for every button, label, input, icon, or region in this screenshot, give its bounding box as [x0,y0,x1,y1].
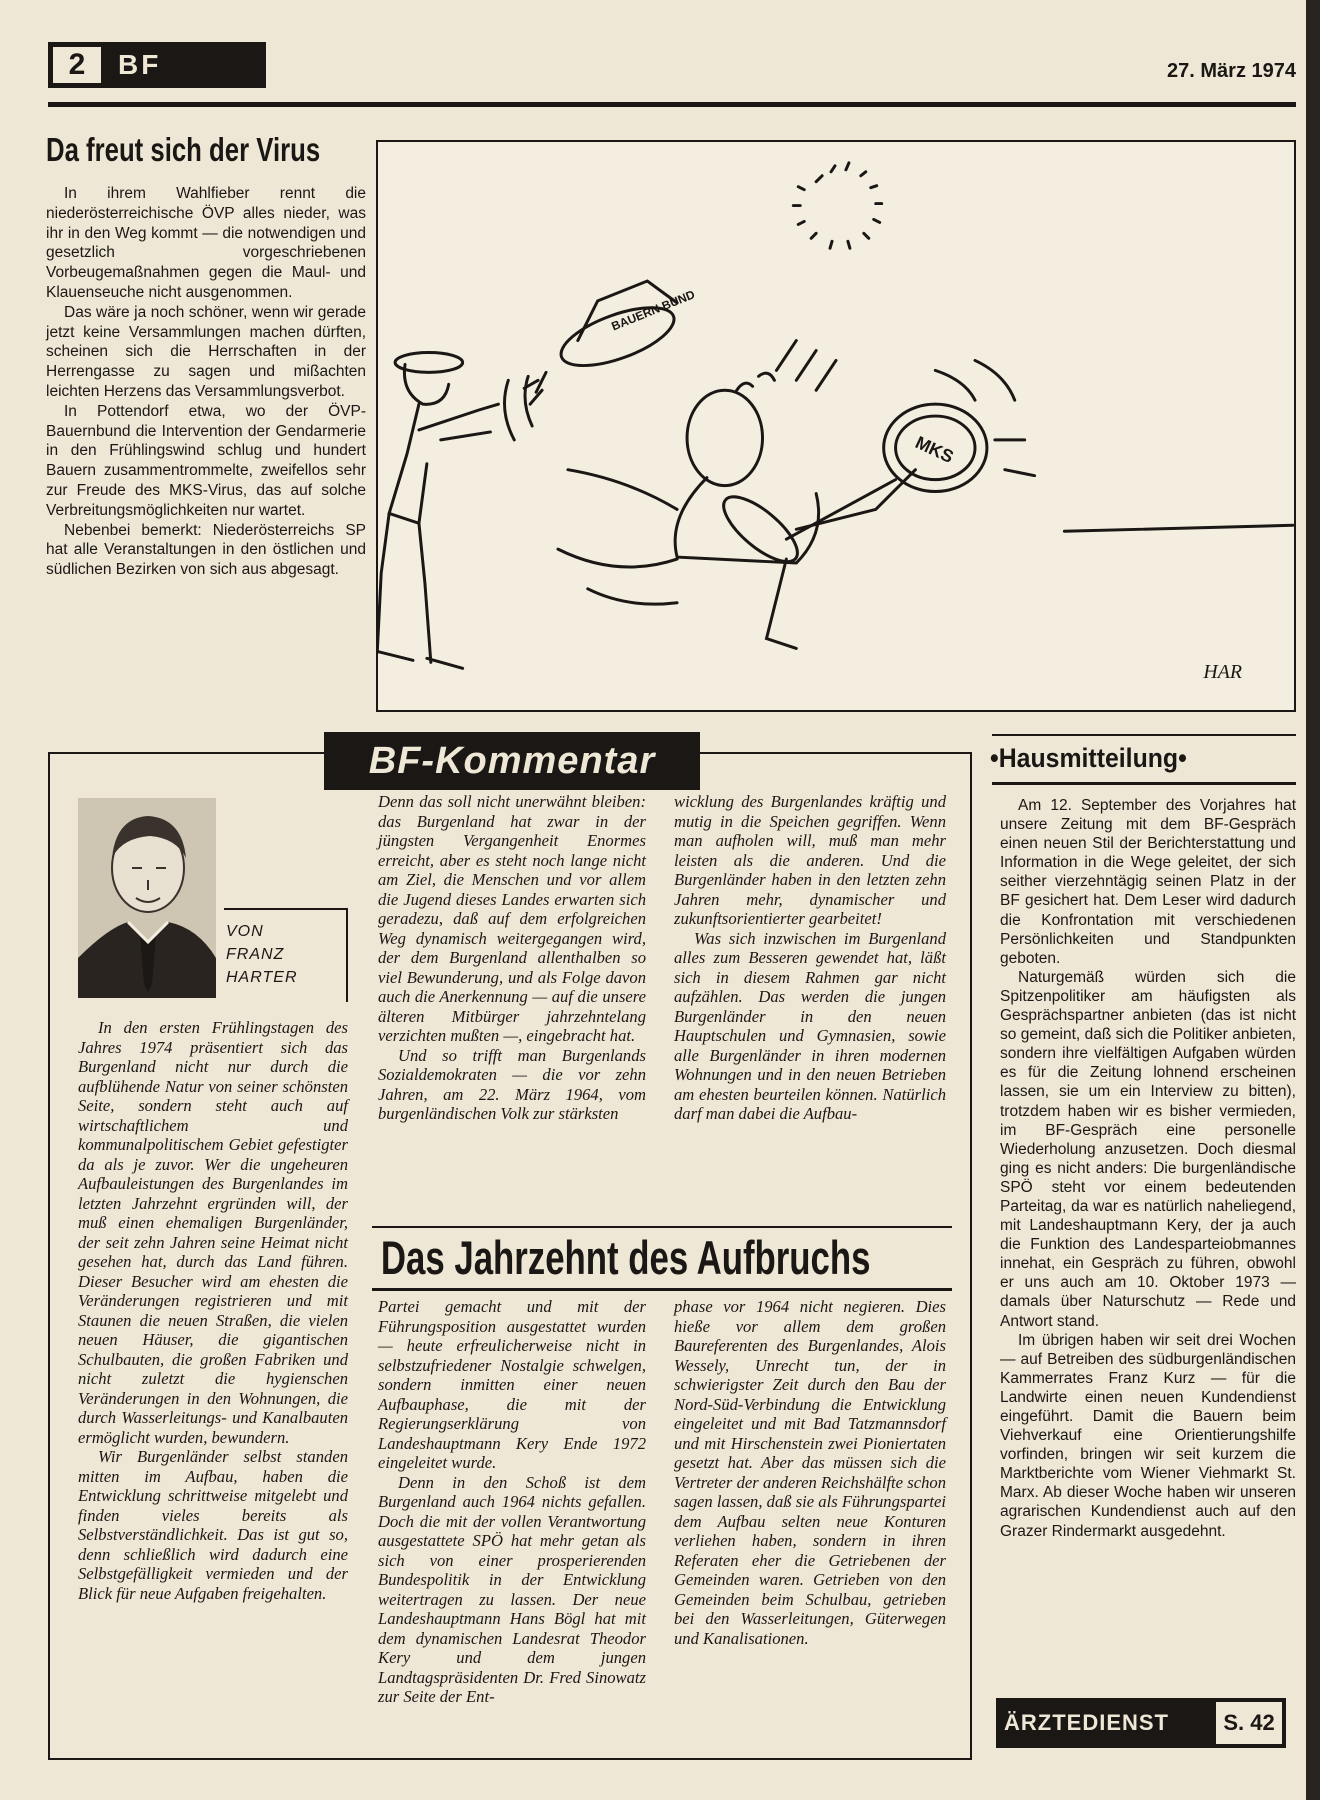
kommentar-title: BF-Kommentar [324,732,700,790]
haus-top-rule [992,734,1296,736]
virus-paragraph: In ihrem Wahlfieber rennt die niederösterreichische ÖVP alles nieder, was ihr in den Weg kommt — die notwendigen und gesetzlich vorgeschriebenen Vorbeugemaßnahmen gegen die Maul- und Klauenseuche nicht ausgenommen. [46,185,366,301]
mks-sign [714,404,987,572]
gendarme-figure [378,353,498,669]
kommentar-column-1 [78,1018,348,1603]
virus-paragraph: Nebenbei bemerkt: Niederösterreichs SP hat alle Veranstaltungen in den östlichen und südlichen Bezirken von sich aus abgesagt. [46,521,366,579]
page-number: 2 [50,44,104,86]
author-byline [224,908,348,1002]
running-politician [558,373,915,648]
haus-article [1000,796,1296,1541]
kommentar-column-3 [674,792,946,1124]
byline-line: FRANZ [226,946,285,963]
kommentar-paragraph: wicklung des Burgenlandes kräftig und mutig in die Speichen gegriffen. Wenn man aufholen will, muß man mehr leisten als die anderen. Und die Burgenländer haben in den letzten zehn Jahren mehr, dynamischer und zukunftsorientierter gearbeitet! [674,792,946,928]
cartoon-drawing [378,142,1294,710]
cartoonist-signature: HAR [1203,661,1243,684]
byline-line: VON [226,923,264,940]
mks-label: MKS [912,432,957,468]
kommentar-headline-bar [372,1226,952,1291]
author-portrait [78,798,216,998]
kommentar-paragraph: Partei gemacht und mit der Führungsposition ausgestattet wurden — heute erfreulicherweise nicht in selbstzufriedener Nostalgie schwelgen, sondern inmitten einer neuen Aufbauphase, die mit der Regierungserklärung von Landeshauptmann Kery Ende 1972 eingeleitet wurde. [378,1297,646,1472]
aerztedienst-page-ref: S. 42 [1216,1702,1282,1744]
haus-paragraph: Im übrigen haben wir seit drei Wochen — auf Betreiben des südburgenländischen Kammerrates Franz Kurz — für die Landwirte einen neuen Kundendienst eingeführt. Damit die Bauern beim Viehverkauf eine Orientierungshilfe vorfinden, bringen wir seit kurzem die Marktberichte vom Wiener Viehmarkt St. Marx. Ab dieser Woche haben wir unseren agrarischen Kundendienst auch auf den Grazer Rindermarkt ausgedehnt. [1000,1331,1296,1540]
kommentar-paragraph: Denn in den Schoß ist dem Burgenland auch 1964 nichts gefallen. Doch die mit der vollen Verantwortung ausgestattete SPÖ hat mehr getan als sich von einer prosperierenden Bundespolitik in der Entwicklung weitertragen zu lassen. Der neue Landeshauptmann Hans Bögl hat mit dem dynamischen Landesrat Theodor Kery und dem jungen Landtagspräsidenten Dr. Fred Sinowatz zur Seite der Ent- [378,1472,646,1706]
virus-paragraph: In Pottendorf etwa, wo der ÖVP-Bauernbund die Intervention der Gendarmerie in den Frühlingswind schlug und hundert Bauern zusammentrommelte, zweifellos sehr zur Freude des MKS-Virus, das auf solche Verbreitungsmöglichkeiten nur wartet. [46,402,366,519]
haus-title-rule [992,782,1296,785]
author-photo [78,798,216,998]
kommentar-paragraph: In den ersten Frühlingstagen des Jahres 1974 präsentiert sich das Burgenland nicht nur durch die aufblühende Natur von seiner schönsten Seite, sondern steht auch auf wirtschaftlichem und kommunalpolitischem Gebiet gefestigter da als je zuvor. Wer die ungeheuren Aufbauleistungen des Burgenlandes im letzten Jahrzehnt ergründen will, der muß einen ehemaligen Burgenländer, der seit zehn Jahren seine Heimat nicht gesehen hat, durch das Land führen. Dieser Besucher wird am ehesten die Veränderungen registrieren und mit Staunen die neuen Straßen, die vielen neuen Häuser, die gigantischen Schulbauten, die großen Fabriken und nicht zuletzt die hygienschen Veränderungen in den Wohnungen, die durch Wasserleitungs- und Kanalbauten ermöglicht wurden, bewundern. [78,1018,348,1447]
virus-paragraph: Das wäre ja noch schöner, wenn wir gerade jetzt keine Versammlungen machen dürften, scheinen sich die Herrschaften in der Herrengasse zu sagen und mißachten leichten Herzens das Versammlungsverbot. [46,303,366,400]
aerztedienst-label: ÄRZTEDIENST [1004,1710,1169,1735]
haus-paragraph: Naturgemäß würden sich die Spitzenpolitiker am häufigsten als Gesprächspartner anbieten (das ist nicht so gemeint, daß sich die Politiker anbieten, sondern ihre vielfältigen Aufgaben würden es für die Zeitung lohnend erscheinen lassen, sie um ein Interview zu bitten), trotzdem haben wir es bisher vermieden, im BF-Gespräch eine personelle Wiederholung anzusetzen. Doch diesmal ging es nicht anders: Die burgenländische SPÖ steht vor einem bedeutenden Parteitag, da war es natürlich naheliegend, mit Landeshauptmann Kery, der ja auch die Funktion des Landesparteiobmannes innehat, ein Gespräch zu führen, obwohl er uns auch am 10. Oktober 1973 — damals über Naturschutz — Rede und Antwort stand. [1000,968,1296,1330]
flying-hat [524,281,681,404]
kommentar-column-4 [378,1297,646,1707]
kommentar-column-5 [674,1297,946,1648]
haus-title: •Hausmitteilung• [990,743,1187,773]
kommentar-paragraph: Wir Burgenländer selbst standen mitten im Aufbau, haben die Entwicklung schrittweise mitgelebt und finden vieles bereits als Selbstverständlichkeit. Das ist gut so, denn schließlich wird dadurch eine Selbstgefälligkeit vermieden und der Blick für neue Aufgaben freigehalten. [78,1447,348,1603]
page-edge [1306,0,1320,1800]
issue-date: 27. März 1974 [1167,60,1296,82]
byline-line: HARTER [226,969,298,986]
virus-article [46,184,366,580]
kommentar-paragraph: Denn das soll nicht unerwähnt bleiben: das Burgenland hat zwar in der jüngsten Vergangenheit Enormes erreicht, aber es steht noch lange nicht am Ziel, die Menschen und vor allem die Jugend dieses Landes erwarten sich geradezu, daß auf dem erfolgreichen Weg dynamisch weitergegangen wird, der dem Burgenland allenthalben so viel Bewunderung, und als Folge davon auch die Anerkennung — auf die unsere älteren Mitbürger jahrzehntelang verzichten mußten —, eingebracht hat. [378,792,646,1045]
cartoon [376,140,1296,712]
virus-swirl-icon [793,163,881,248]
kommentar-paragraph: phase vor 1964 nicht negieren. Dies hieße vor allem dem großen Baureferenten des Burgenlandes, Alois Wessely, Unrecht tun, der in schwierigster Zeit durch den Bau der Nord-Süd-Verbindung die Entwicklung eingeleitet und mit Bad Tatzmannsdorf und mit Hirschenstein zwei Pioniertaten gesetzt hat. Aber das müssen sich die Vertreter der anderen Reichshälfte schon sagen lassen, daß sie als Führungspartei dem Aufbau selten neue Konturen verliehen haben, sondern in ihren Referaten eher die Getriebenen der Gemeinden waren. Getrieben von den Gemeinden beim Schulbau, getrieben bei den Wasserleitungen, Güterwegen und Kanalisationen. [674,1297,946,1648]
haus-paragraph: Am 12. September des Vorjahres hat unsere Zeitung mit dem BF-Gespräch einen neuen Stil der Berichterstattung und Information in die Wege geleitet, der sich seither vierzehntägig seinen Platz in der BF gesichert hat. Dem Leser wird dadurch die Konfrontation mit verschiedenen Persönlichkeiten und Standpunkten geboten. [1000,797,1296,967]
kommentar-paragraph: Was sich inzwischen im Burgenland alles zum Besseren gewendet hat, läßt sich in diesem Rahmen gar nicht aufzählen. Das werden die jungen Burgenländer in den neuen Hauptschulen und Gymnasien, sowie alle Burgenländer in ihren modernen Wohnungen und in den neuen Betrieben am ehesten beurteilen können. Natürlich darf man dabei die Aufbau- [674,928,946,1123]
kommentar-paragraph: Und so trifft man Burgenlands Sozialdemokraten — die vor zehn Jahren, am 22. März 1964, vom burgenländischen Volk zur stärksten [378,1045,646,1123]
section-label: BF [118,49,162,80]
header-rule [48,102,1296,107]
kommentar-column-2 [378,792,646,1124]
virus-headline: Da freut sich der Virus [46,131,321,168]
hat-label: BAUERN BUND [609,287,697,334]
kommentar-headline: Das Jahrzehnt des Aufbruchs [380,1231,871,1284]
